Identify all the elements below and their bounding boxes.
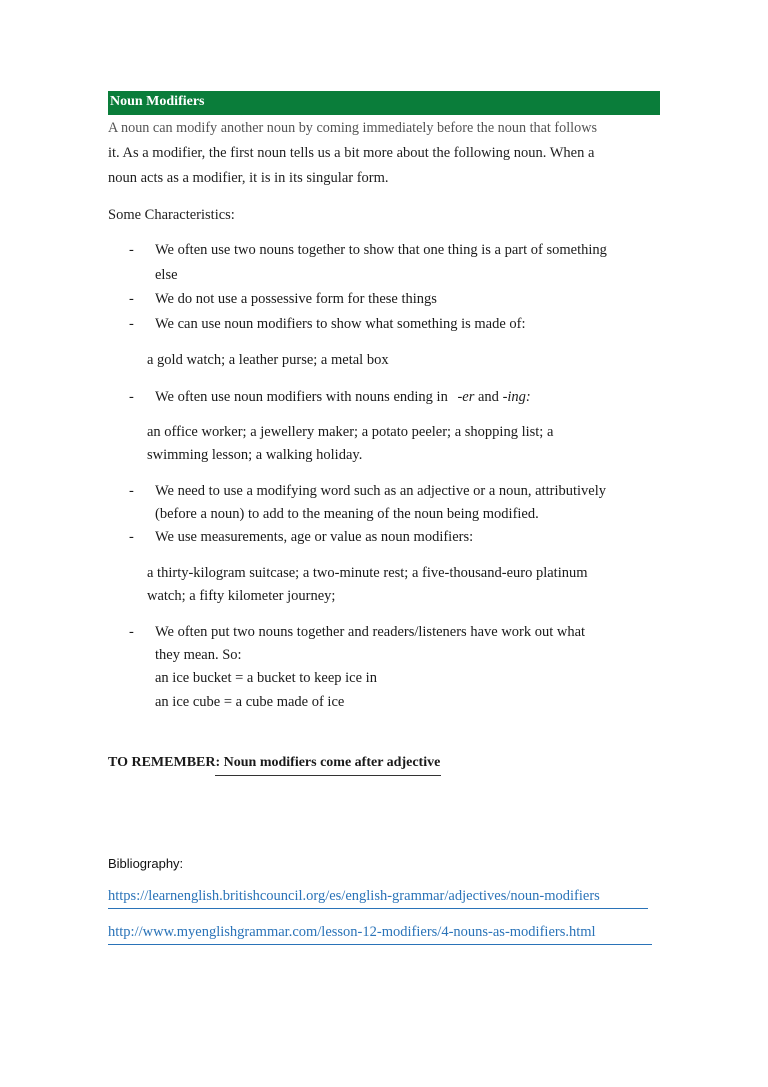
bullet-3: We can use noun modifiers to show what something is made of: <box>155 316 526 332</box>
remember-note <box>108 755 440 771</box>
bullet-dash: - <box>129 291 134 307</box>
link-2-underline <box>108 944 652 945</box>
bullet-7-line-3: an ice bucket = a bucket to keep ice in <box>155 670 377 686</box>
bullet-4 <box>155 389 531 406</box>
remember-underline <box>215 775 441 776</box>
bullet-1-line-1: We often use two nouns together to show that one thing is a part of something <box>155 242 607 258</box>
bullet-4-prefix: We often use noun modifiers with nouns ending in <box>155 389 448 405</box>
example-2-line-1: an office worker; a jewellery maker; a potato peeler; a shopping list; a <box>147 424 554 440</box>
bibliography-link-1[interactable]: https://learnenglish.britishcouncil.org/es/english-grammar/adjectives/noun-modifiers <box>108 888 600 904</box>
bullet-6: We use measurements, age or value as noun modifiers: <box>155 529 474 545</box>
bullet-4-and: and <box>478 389 499 405</box>
example-1: a gold watch; a leather purse; a metal box <box>147 352 389 368</box>
characteristics-label: Some Characteristics: <box>108 207 235 223</box>
bullet-dash: - <box>129 316 134 332</box>
intro-line-1: A noun can modify another noun by coming immediately before the noun that follows <box>108 120 597 136</box>
suffix-ing: -ing: <box>502 389 531 405</box>
suffix-er: -er <box>457 389 475 405</box>
bullet-7-line-2: they mean. So: <box>155 647 242 663</box>
intro-line-3: noun acts as a modifier, it is in its singular form. <box>108 170 389 186</box>
bullet-dash: - <box>129 529 134 545</box>
bullet-dash: - <box>129 624 134 640</box>
page-title: Noun Modifiers <box>110 94 205 109</box>
bullet-dash: - <box>129 242 134 258</box>
remember-text: Noun modifiers come after adjective <box>223 755 441 770</box>
bullet-dash: - <box>129 483 134 499</box>
bullet-7-line-1: We often put two nouns together and readers/listeners have work out what <box>155 624 586 640</box>
bullet-2: We do not use a possessive form for these things <box>155 291 437 307</box>
bullet-1-line-2: else <box>155 267 178 283</box>
remember-label: TO REMEMBER: <box>108 755 221 770</box>
example-3-line-1: a thirty-kilogram suitcase; a two-minute rest; a five-thousand-euro platinum <box>147 565 588 581</box>
link-1-underline <box>108 908 648 909</box>
bibliography-link-2[interactable]: http://www.myenglishgrammar.com/lesson-12-modifiers/4-nouns-as-modifiers.html <box>108 924 596 940</box>
bullet-5-line-2: (before a noun) to add to the meaning of the noun being modified. <box>155 506 539 522</box>
example-3-line-2: watch; a fifty kilometer journey; <box>147 588 336 604</box>
example-2-line-2: swimming lesson; a walking holiday. <box>147 447 363 463</box>
bibliography-label: Bibliography: <box>108 856 184 871</box>
intro-line-2: it. As a modifier, the first noun tells us a bit more about the following noun. When a <box>108 145 595 161</box>
bullet-5-line-1: We need to use a modifying word such as an adjective or a noun, attributively <box>155 483 607 499</box>
bullet-dash: - <box>129 389 134 405</box>
bullet-7-line-4: an ice cube = a cube made of ice <box>155 694 345 710</box>
